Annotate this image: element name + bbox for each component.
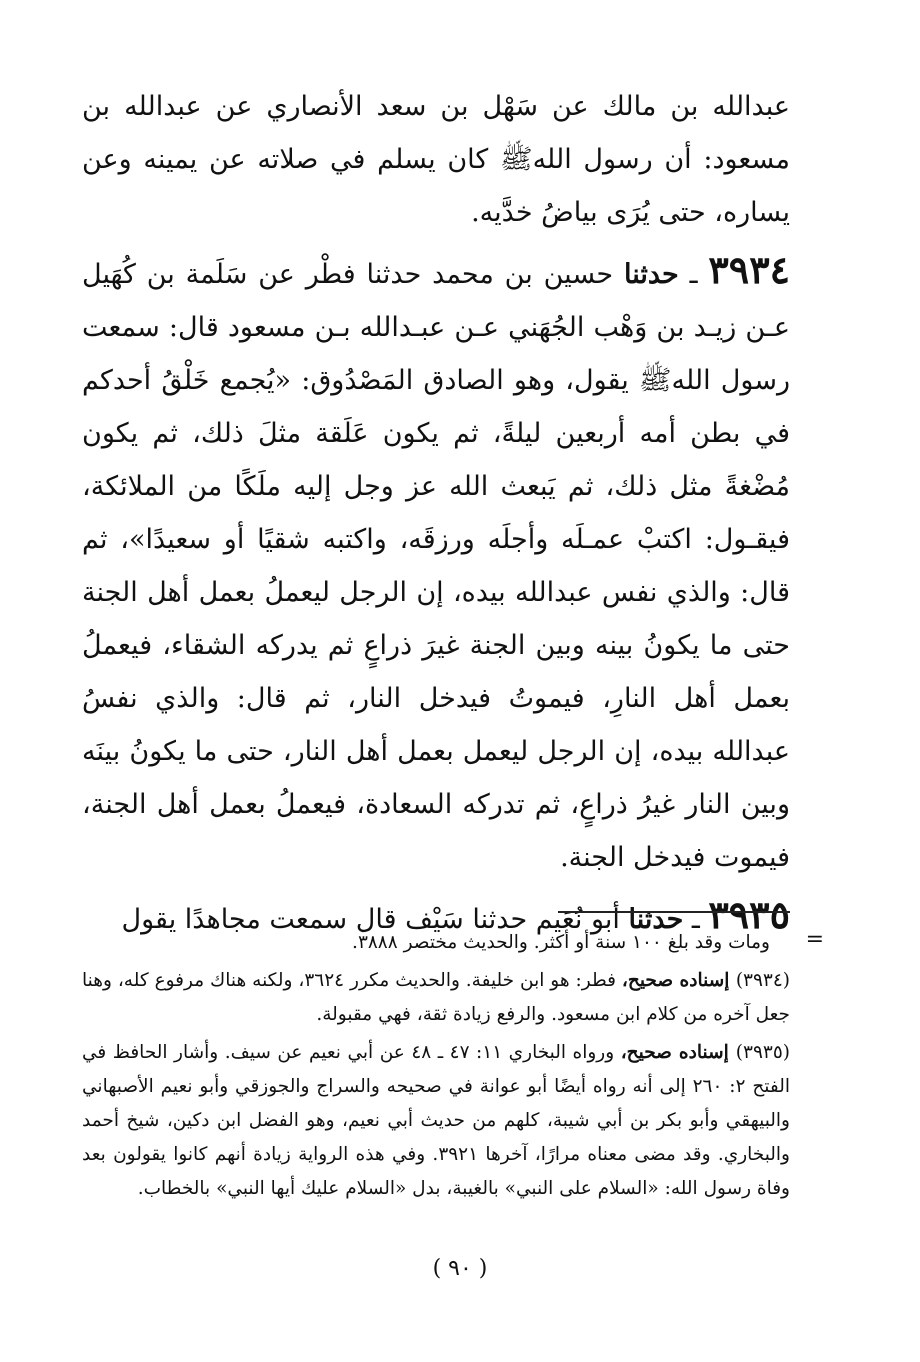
hadith-dash: ـ <box>683 904 709 935</box>
footnote-3935 <box>82 1036 790 1206</box>
footnote-3934 <box>82 964 790 1032</box>
footnote-label: (٣٩٣٤) <box>735 970 790 991</box>
hadith-number: ٣٩٣٤ <box>708 247 791 292</box>
footnote-status: إسناده صحيح، <box>620 1042 736 1063</box>
footnote-continuation: ومات وقد بلغ ١٠٠ سنة أو أكثر. والحديث مختصر ٣٨٨٨. <box>352 932 770 953</box>
hadith-number: ٣٩٣٥ <box>708 892 790 937</box>
footnotes <box>82 926 790 1206</box>
hadith-text: أبو نُعَيم حدثنا سَيْف قال سمعت مجاهدًا يقول <box>121 904 629 935</box>
main-text <box>82 80 790 946</box>
footnote-status: إسناده صحيح، <box>621 970 736 991</box>
hadith-continuation: عبدالله بن مالك عن سَهْل بن سعد الأنصاري عن عبدالله بن مسعود: أن رسول اللهﷺ كان يسلم في صلاته عن يمينه وعن يساره، حتى يُرَى بياضُ خدَّيه. <box>82 91 790 228</box>
footnote-text: ورواه البخاري ١١: ٤٧ ـ ٤٨ عن أبي نعيم عن سيف. وأشار الحافظ في الفتح ٢: ٢٦٠ إلى أنه رواه أيضًا أبو عوانة في صحيحه والسراج والجوزقي وأبو نعيم الأصبهاني والبيهقي وأبو بكر بن أبي شيبة، كلهم من حديث أبي نعيم، وهو الفضل ابن دكين، شيخ أحمد والبخاري. وقد مضى معناه مرارًا، آخرها ٣٩٢١. وفي هذه الرواية زيادة أنهم كانوا يقولون بعد وفاة رسول الله: «السلام على النبي» بالغيبة، بدل «السلام عليك أيها النبي» بالخطاب. <box>82 1042 790 1199</box>
footnote-text: فطر: هو ابن خليفة. والحديث مكرر ٣٦٢٤، ولكنه هناك مرفوع كله، وهنا جعل آخره من كلام ابن مسعود. والرفع زيادة ثقة، فهي مقبولة. <box>82 970 790 1025</box>
footnote-continuation-mark: = <box>805 927 824 952</box>
hadith-3934 <box>82 243 790 884</box>
hadith-text: حسين بن محمد حدثنا فطْر عن سَلَمة بن كُهَيل عـن زيـد بن وَهْب الجُهَني عـن عبـدالله بـن مسعود قال: سمعت رسول اللهﷺ يقول، وهو الصادق المَصْدُوق: «يُجمع خَلْقُ أحدكم في بطن أمه أربعين ليلةً، ثم يكون عَلَقة مثلَ ذلك، ثم يكون مُضْغةً مثل ذلك، ثم يَبعث الله عز وجل إليه ملَكًا من الملائكة، فيقـول: اكتبْ عمـلَه وأجلَه ورزقَه، واكتبه شقيًا أو سعيدًا»، ثم قال: والذي نفس عبدالله بيده، إن الرجل ليعملُ بعمل أهل الجنة حتى ما يكونُ بينه وبين الجنة غيرَ ذراعٍ ثم يدركه الشقاء، فيعملُ بعمل أهل النارِ، فيموتُ فيدخل النار، ثم قال: والذي نفسُ عبدالله بيده، إن الرجل ليعمل بعمل أهل النار، حتى ما يكونُ بينَه وبين النار غيرُ ذراعٍ، ثم تدركه السعادة، فيعملُ بعمل أهل الجنة، فيموت فيدخل الجنة. <box>82 259 790 873</box>
hadith-dash: ـ <box>678 259 709 290</box>
page <box>82 80 824 1199</box>
hadith-lead-word: حدثنا <box>623 259 679 290</box>
footnote-divider <box>558 911 790 913</box>
page-number: ( ٩٠ ) <box>432 1256 488 1281</box>
hadith-lead-word: حدثنا <box>628 904 684 935</box>
footnote-label: (٣٩٣٥) <box>735 1042 790 1063</box>
